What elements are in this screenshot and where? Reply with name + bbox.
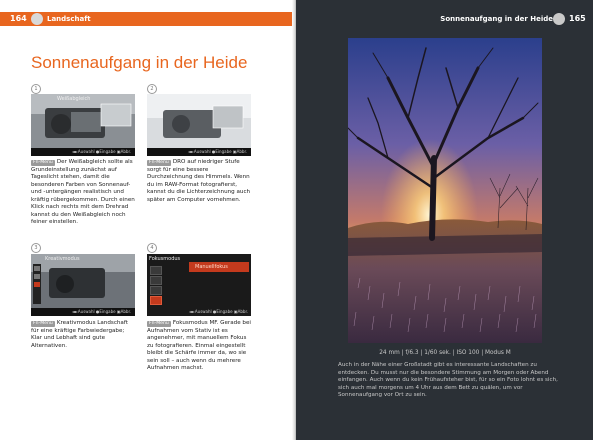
right-page-number: 165 [569, 14, 586, 23]
camera-image-1 [31, 94, 135, 148]
header-dot-icon [31, 13, 43, 25]
step-text-3 [31, 320, 137, 350]
af-s-icon [150, 266, 162, 275]
camera-screen-3 [31, 254, 135, 316]
camera-image-3 [31, 254, 135, 308]
right-section-title: Sonnenaufgang in der Heide [440, 15, 553, 23]
photo-caption: 24 mm | f/6.3 | 1/60 sek. | ISO 100 | Modus M [379, 350, 511, 356]
camera-screen-2 [147, 94, 251, 156]
camera-menu-4 [147, 254, 251, 316]
screen-footer-1: ◄►Auswahl ●Eingabe ▣Abbr. [71, 149, 131, 154]
dmf-icon [150, 286, 162, 295]
step-text-2 [147, 159, 253, 204]
menu-highlight-label: Manuellfokus [195, 264, 228, 270]
screen-label-1: Weißabgleich [57, 96, 91, 102]
section-label: Landschaft [47, 15, 91, 23]
mf-icon [150, 296, 162, 305]
camera-image-2 [147, 94, 251, 148]
step-marker-2: 2 [147, 84, 162, 93]
af-c-icon [150, 276, 162, 285]
screen-footer-2: ◄►Auswahl ●Eingabe ▣Abbr. [187, 149, 247, 154]
left-page [0, 0, 296, 440]
right-body-text: Auch in der Nähe einer Großstadt gibt es interessante Landschaften zu entdecken. Du musst nur die besondere Stimmung am Morgen oder Abend einfangen. Auch wenn du kein Frühaufsteher bist, für so ein Foto lohnt es sich, sich auch mal morgens um 4 Uhr aus dem Bett zu quälen, um vor Sonnenaufgang vor Ort zu sein. [338, 362, 558, 399]
header-dot-icon-right [553, 13, 565, 25]
step-text-4 [147, 320, 253, 373]
step-body-1: Der Weißabgleich sollte als Grundeinstellung zunächst auf Tageslicht stehen, damit die besonderen Farben von Sonnenauf- und -untergängen realistisch und kräftig rübergekommen. Durch einen Klick nach rechts mit dem Drehrad kannst du den Weißabgleich noch feiner einstellen. [31, 159, 135, 225]
step-text-1 [31, 159, 137, 227]
fn-menu-tag-2: Fn-Menü [149, 160, 169, 165]
step-body-3: Kreativmodus Landschaft für eine kräftige Farbwiedergabe; Klar und Lebhaft sind gute Alternativen. [31, 320, 128, 349]
screen-label-4: Fokusmodus [149, 256, 181, 262]
step-body-2: DRO auf niedriger Stufe sorgt für eine bessere Durchzeichnung des Himmels. Wenn du im RAW-Format fotografierst, kannst du die Lichterzeichnung auch später am Computer vornehmen. [147, 159, 251, 203]
fn-menu-tag-4: Fn-Menü [149, 321, 169, 326]
screen-label-3: Kreativmodus [45, 256, 80, 262]
header-bar [0, 12, 296, 26]
left-page-number: 164 [10, 14, 27, 23]
fn-menu-tag-3: Fn-Menü [33, 321, 53, 326]
step-marker-1: 1 [31, 84, 46, 93]
page-title: Sonnenaufgang in der Heide [31, 53, 248, 72]
sunrise-heath-photo [348, 38, 542, 343]
step-marker-3: 3 [31, 243, 46, 252]
screen-footer-3: ◄►Auswahl ●Eingabe ▣Abbr. [71, 309, 131, 314]
step-marker-4: 4 [147, 243, 162, 252]
step-body-4: Fokusmodus MF. Gerade bei Aufnahmen vom Stativ ist es angenehmer, mit manuellem Fokus zu fotografieren. Einmal eingestellt bleibt die Schärfe immer da, wo sie sein soll – auch wenn du mehrere Aufnahmen machst. [147, 320, 251, 371]
screen-footer-4: ◄►Auswahl ●Eingabe ▣Abbr. [188, 309, 248, 314]
fn-menu-tag-1: Fn-Menü [33, 160, 53, 165]
camera-screen-1 [31, 94, 135, 156]
